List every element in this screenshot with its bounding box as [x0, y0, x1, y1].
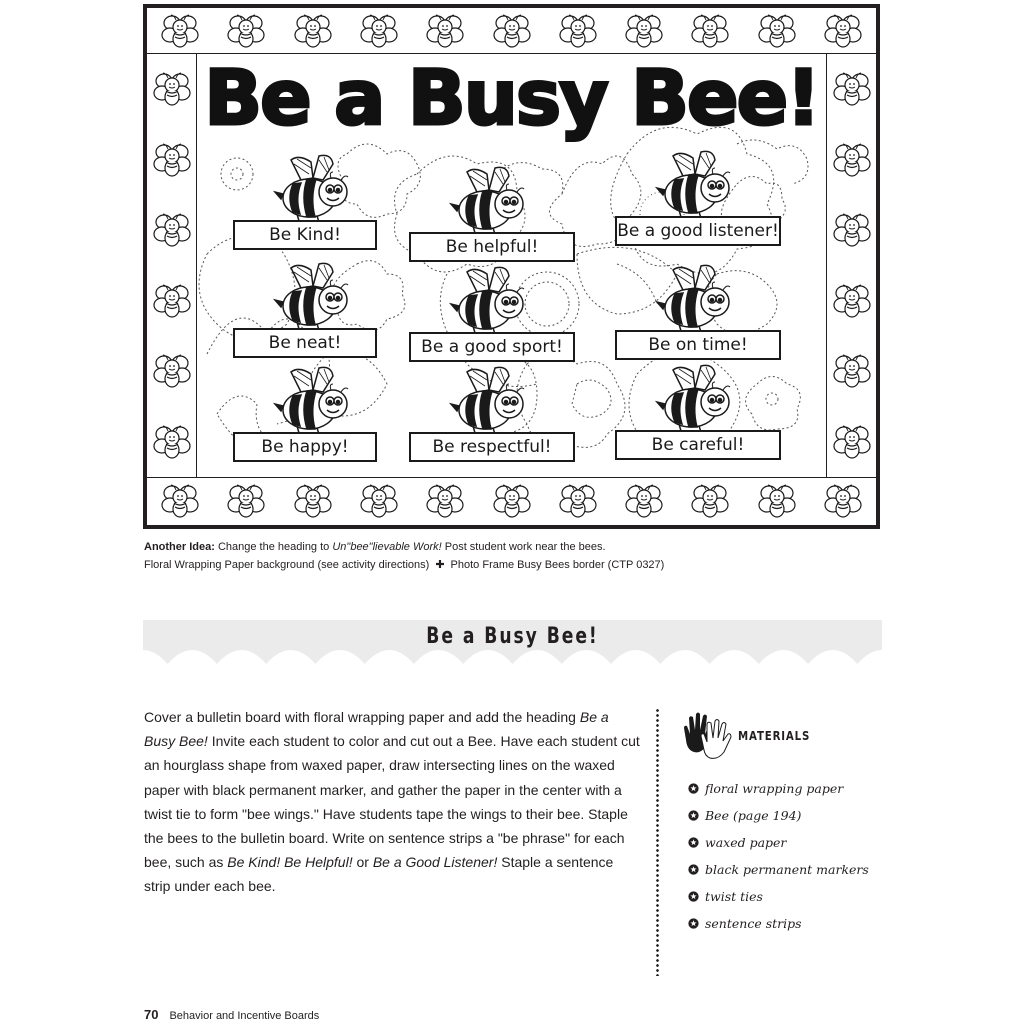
materials-list-item: [682, 910, 882, 937]
bee-icon: [261, 366, 361, 436]
another-idea-text-before: Change the heading to: [217, 541, 330, 553]
materials-item-label: floral wrapping paper: [705, 781, 844, 796]
bee-border-left: [147, 54, 197, 477]
star-bullet-icon: [688, 783, 699, 794]
flower-bee-icon: [624, 11, 664, 51]
page-number: 70: [144, 1007, 159, 1022]
flower-bee-icon: [757, 11, 797, 51]
flower-bee-icon: [690, 11, 730, 51]
flower-bee-icon: [492, 11, 532, 51]
materials-list: [682, 775, 882, 937]
flower-bee-icon: [832, 69, 872, 109]
background-credit: Floral Wrapping Paper background (see activity directions): [144, 559, 430, 571]
board-panel: [197, 54, 826, 477]
star-bullet-icon: [688, 837, 699, 848]
sentence-strip: Be helpful!: [409, 232, 575, 262]
bee-with-sentence-strip: [615, 264, 765, 374]
flower-bee-icon: [359, 11, 399, 51]
bee-with-sentence-strip: [233, 154, 383, 264]
bee-with-sentence-strip: [233, 262, 383, 372]
directions-example-italic-a: Be Kind! Be Helpful!: [227, 854, 353, 871]
illustration-caption: [144, 538, 664, 574]
flower-bee-icon: [832, 281, 872, 321]
directions-example-italic-b: Be a Good Listener!: [372, 854, 498, 871]
flower-bee-icon: [293, 481, 333, 521]
flower-bee-icon: [226, 11, 266, 51]
another-idea-line: [144, 538, 664, 556]
another-idea-text-after: Post student work near the bees.: [444, 541, 606, 553]
directions-heading-italic: Be a Busy Bee!: [144, 709, 609, 750]
materials-header: [682, 708, 882, 766]
bee-with-sentence-strip: [615, 364, 765, 474]
flower-bee-icon: [832, 422, 872, 462]
dotted-divider: [656, 708, 659, 976]
sentence-strip: Be a good sport!: [409, 332, 575, 362]
materials-list-item: [682, 802, 882, 829]
flower-bee-icon: [832, 210, 872, 250]
materials-item-label: twist ties: [705, 889, 763, 904]
flower-bee-icon: [152, 281, 192, 321]
flower-bee-icon: [558, 11, 598, 51]
sentence-strip: Be happy!: [233, 432, 377, 462]
star-bullet-icon: [688, 864, 699, 875]
sentence-strip: Be on time!: [615, 330, 781, 360]
bee-icon: [643, 264, 743, 334]
materials-title: MATERIALS: [738, 729, 811, 743]
flower-bee-icon: [823, 11, 863, 51]
materials-item-label: Bee (page 194): [705, 808, 802, 823]
star-bullet-icon: [688, 918, 699, 929]
flower-bee-icon: [359, 481, 399, 521]
flower-bee-icon: [152, 210, 192, 250]
sentence-strip: Be a good listener!: [615, 216, 781, 246]
another-idea-label: Another Idea:: [144, 541, 215, 553]
bulletin-board-illustration: [143, 4, 880, 529]
sentence-strip: Be respectful!: [409, 432, 575, 462]
flower-bee-icon: [425, 11, 465, 51]
materials-credit-line: [144, 556, 664, 574]
bee-with-sentence-strip: [409, 366, 559, 476]
materials-list-item: [682, 775, 882, 802]
bee-with-sentence-strip: [233, 366, 383, 476]
bee-with-sentence-strip: [409, 166, 559, 276]
bee-border-bottom: [147, 477, 876, 525]
materials-item-label: black permanent markers: [705, 862, 869, 877]
board-heading: Be a Busy Bee!: [204, 54, 819, 142]
directions-text-2: Invite each student to color and cut out a Bee. Have each student cut an hourglass shape from waxed paper, draw intersecting lines on the waxed paper with black permanent marker, and gather the paper in the center with a twist tie to form "bee wings." Have students tape the wings to their bee. Staple the bees to the bulletin board. Write on sentence strips a "be phrase" for each bee, such as: [144, 733, 640, 871]
flower-bee-icon: [690, 481, 730, 521]
activity-directions: [144, 705, 640, 899]
flower-bee-icon: [152, 422, 192, 462]
bee-icon: [437, 266, 537, 336]
bee-icon: [643, 364, 743, 434]
flower-bee-icon: [558, 481, 598, 521]
star-bullet-icon: [688, 891, 699, 902]
flower-bee-icon: [160, 481, 200, 521]
another-idea-heading: Un"bee"lievable Work!: [332, 541, 442, 553]
flower-bee-icon: [823, 481, 863, 521]
flower-bee-icon: [492, 481, 532, 521]
bee-icon: [261, 262, 361, 332]
border-credit: Photo Frame Busy Bees border (CTP 0327): [450, 559, 665, 571]
flower-bee-icon: [152, 69, 192, 109]
flower-bee-icon: [152, 140, 192, 180]
flower-bee-icon: [293, 11, 333, 51]
directions-text-3: Staple a sentence strip under each bee.: [144, 854, 614, 895]
star-bullet-icon: [688, 810, 699, 821]
materials-item-label: sentence strips: [705, 916, 802, 931]
page-footer: [144, 1007, 319, 1022]
flower-bee-icon: [832, 140, 872, 180]
flower-bee-icon: [425, 481, 465, 521]
flower-bee-icon: [832, 351, 872, 391]
section-title: Be a Busy Bee!: [426, 624, 599, 649]
directions-or: or: [356, 854, 369, 871]
materials-list-item: [682, 883, 882, 910]
bee-with-sentence-strip: [615, 150, 779, 260]
sentence-strip: Be neat!: [233, 328, 377, 358]
materials-list-item: [682, 856, 882, 883]
flower-bee-icon: [624, 481, 664, 521]
materials-box: [682, 708, 882, 937]
directions-text-1: Cover a bulletin board with floral wrapping paper and add the heading: [144, 709, 576, 725]
bee-icon: [437, 366, 537, 436]
flower-bee-icon: [160, 11, 200, 51]
flower-bee-icon: [226, 481, 266, 521]
hands-icon: [682, 710, 736, 760]
running-footer-title: Behavior and Incentive Boards: [169, 1010, 320, 1022]
materials-item-label: waxed paper: [705, 835, 787, 850]
sentence-strip: Be careful!: [615, 430, 781, 460]
section-banner: [143, 620, 882, 670]
bee-border-top: [147, 8, 876, 54]
bee-icon: [437, 166, 537, 236]
materials-list-item: [682, 829, 882, 856]
bee-icon: [261, 154, 361, 224]
bee-icon: [643, 150, 743, 220]
flower-bee-icon: [152, 351, 192, 391]
bee-border-right: [826, 54, 876, 477]
sentence-strip: Be Kind!: [233, 220, 377, 250]
flower-bee-icon: [757, 481, 797, 521]
cross-icon: ✚: [435, 559, 445, 571]
bee-with-sentence-strip: [409, 266, 563, 376]
